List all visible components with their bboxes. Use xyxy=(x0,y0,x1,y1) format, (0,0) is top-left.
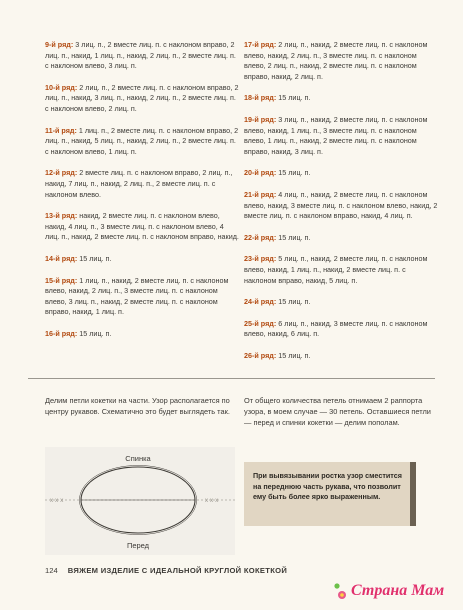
pattern-row xyxy=(244,319,440,340)
row-instructions: накид, 2 вместе лиц. п. с наклоном влево, накид, 4 лиц. п., 3 вместе лиц. п. с наклоном влево, 4 лиц. п., накид, 2 вместе лиц. п. с наклоном вправо, накид. xyxy=(45,211,239,242)
row-number: 15-й ряд: xyxy=(45,275,78,285)
pattern-row xyxy=(45,211,240,243)
row-number: 26-й ряд: xyxy=(244,350,277,360)
row-number: 24-й ряд: xyxy=(244,297,277,307)
row-instructions: 5 лиц. п., накид, 2 вместе лиц. п. с наклоном влево, накид, 1 лиц. п., накид, 2 вместе лиц. п. с наклоном вправо, накид, 5 лиц. п. xyxy=(244,254,428,285)
row-number: 17-й ряд: xyxy=(244,40,277,49)
pattern-row xyxy=(45,40,240,72)
diagram-right-marks: х х х xyxy=(205,497,219,504)
diagram-label-front: Перед xyxy=(126,541,150,550)
pattern-row xyxy=(244,351,440,362)
row-number: 18-й ряд: xyxy=(244,93,277,103)
diagram-label-back: Спинка xyxy=(125,454,151,463)
row-number: 20-й ряд: xyxy=(244,168,277,178)
row-instructions: 15 лиц. п. xyxy=(278,232,311,242)
row-number: 13-й ряд: xyxy=(45,211,78,221)
watermark-leaf-icon xyxy=(334,583,339,588)
row-instructions: 15 лиц. п. xyxy=(278,297,311,307)
pattern-row xyxy=(244,254,440,286)
pattern-row xyxy=(45,83,240,115)
tip-note-text: При вывязывании ростка узор сместится на переднюю часть рукава, что позволит ему быть более ярко выраженным. xyxy=(253,471,402,502)
pattern-row xyxy=(244,190,440,222)
pattern-row xyxy=(244,233,440,244)
pattern-row xyxy=(244,115,440,157)
pattern-row xyxy=(45,168,240,200)
paragraph-stitch-calculation: От общего количества петель отнимаем 2 раппорта узора, в моем случае — 30 петель. Оставшиеся петли — перед и спинки кокетки — делим пополам. xyxy=(244,396,431,427)
pattern-row xyxy=(45,254,240,265)
page-footer xyxy=(45,566,287,575)
left-instructions-column xyxy=(45,40,240,350)
row-number: 10-й ряд: xyxy=(45,82,78,92)
watermark-logo xyxy=(333,573,457,607)
row-instructions: 15 лиц. п. xyxy=(79,328,112,338)
row-number: 21-й ряд: xyxy=(244,189,277,199)
page-number: 124 xyxy=(45,566,58,575)
row-instructions: 1 лиц. п., накид, 2 вместе лиц. п. с наклоном влево, накид, 2 лиц. п., 3 вместе лиц. п. с наклоном влево, 3 лиц. п., накид, 2 вместе лиц. п. с наклоном вправо, накид, 1 лиц. п. xyxy=(45,275,229,317)
chapter-title: ВЯЖЕМ ИЗДЕЛИЕ С ИДЕАЛЬНОЙ КРУГЛОЙ КОКЕТКОЙ xyxy=(67,566,288,575)
paragraph-yoke-division: Делим петли кокетки на части. Узор располагается по центру рукавов. Схематично это будет выглядеть так. xyxy=(45,396,230,416)
row-number: 14-й ряд: xyxy=(45,253,78,263)
yoke-schematic-diagram xyxy=(45,447,235,555)
row-instructions: 2 вместе лиц. п. с наклоном вправо, 2 лиц. п., накид, 7 лиц. п., накид, 2 лиц. п., 2 вместе лиц. п. с наклоном влево. xyxy=(45,168,233,199)
pattern-row xyxy=(45,276,240,318)
pattern-row xyxy=(45,329,240,340)
row-instructions: 15 лиц. п. xyxy=(278,93,311,103)
tip-note-accent-bar xyxy=(410,462,416,526)
pattern-row xyxy=(244,40,440,82)
row-instructions: 4 лиц. п., накид, 2 вместе лиц. п. с наклоном влево, накид, 3 вместе лиц. п. с наклоном влево, накид, 2 вместе лиц. п. с наклоном вправо, накид, 4 лиц. п. xyxy=(244,189,438,221)
row-number: 23-й ряд: xyxy=(244,254,277,264)
row-instructions: 15 лиц. п. xyxy=(278,168,311,178)
row-number: 12-й ряд: xyxy=(45,168,78,178)
row-instructions: 15 лиц. п. xyxy=(79,253,112,263)
pattern-row xyxy=(244,93,440,104)
row-number: 11-й ряд: xyxy=(45,125,77,135)
pattern-row xyxy=(45,126,240,158)
row-instructions: 2 лиц. п., 2 вместе лиц. п. с наклоном вправо, 2 лиц. п., накид, 3 лиц. п., накид, 2 лиц. п., 2 вместе лиц. п. с наклоном влево, 2 лиц. п. xyxy=(45,82,239,113)
row-instructions: 2 лиц. п., накид, 2 вместе лиц. п. с наклоном влево, накид, 2 лиц. п., 3 вместе лиц. п. с наклоном влево, 2 лиц. п., накид, 2 вместе лиц. п. с наклоном вправо, накид, 2 лиц. п. xyxy=(244,40,428,81)
row-instructions: 15 лиц. п. xyxy=(278,350,311,360)
row-number: 9-й ряд: xyxy=(45,40,74,49)
tip-note-box xyxy=(244,462,410,526)
pattern-row xyxy=(244,168,440,179)
row-number: 19-й ряд: xyxy=(244,114,277,124)
watermark-text: Страна Мам xyxy=(351,582,445,599)
row-instructions: 6 лиц. п., накид, 3 вместе лиц. п. с наклоном влево, накид, 6 лиц. п. xyxy=(244,318,428,339)
row-instructions: 3 лиц. п., 2 вместе лиц. п. с наклоном вправо, 2 лиц. п., накид, 1 лиц. п., накид, 2 лиц. п., 2 вместе лиц. п. с наклоном влево, 3 лиц. п. xyxy=(45,40,236,71)
row-number: 25-й ряд: xyxy=(244,318,277,328)
pattern-row xyxy=(244,297,440,308)
diagram-left-marks: х х х xyxy=(50,497,64,504)
row-number: 16-й ряд: xyxy=(45,328,78,338)
section-divider xyxy=(28,378,435,379)
row-instructions: 3 лиц. п., накид, 2 вместе лиц. п. с наклоном влево, накид, 1 лиц. п., 3 вместе лиц. п. с наклоном влево, 1 лиц. п., накид, 2 вместе лиц. п. с наклоном вправо, накид, 3 лиц. п. xyxy=(244,114,428,156)
row-number: 22-й ряд: xyxy=(244,232,277,242)
row-instructions: 1 лиц. п., 2 вместе лиц. п. с наклоном вправо, 2 лиц. п., накид, 5 лиц. п., накид, 2 лиц. п., 2 вместе лиц. п. с наклоном влево, 1 лиц. п. xyxy=(45,125,239,156)
right-instructions-column xyxy=(244,40,440,372)
